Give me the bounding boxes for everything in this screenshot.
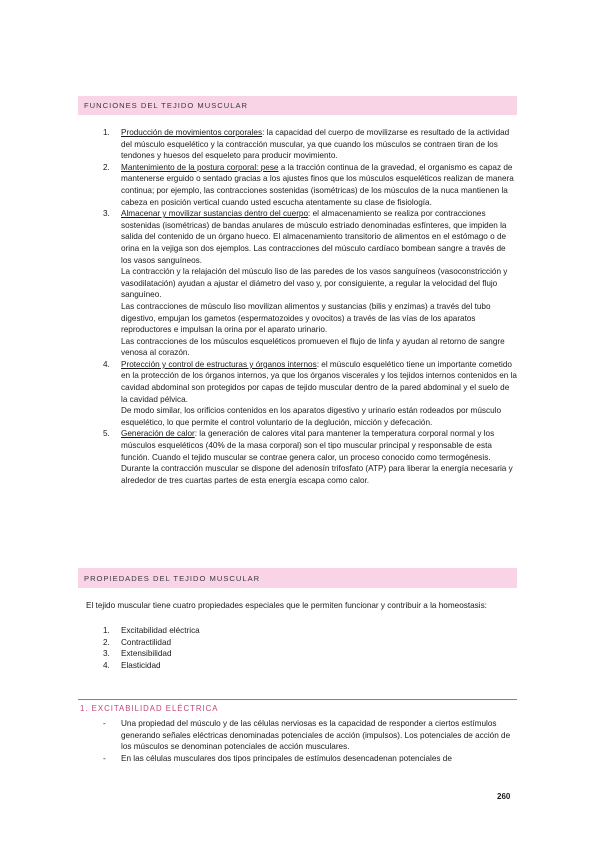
list-item: 4. Protección y control de estructuras y órganos internos: el músculo esquelético tiene un importante cometido en la protección de los órganos internos, ya que los órganos viscerales y los tejidos internos contenidos en la cavidad abdominal son protegidos por capas de tejido muscular dentro de la pared abdominal y el suelo de la cavidad pélvica. De modo similar, los orificios contenidos en los aparatos digestivo y urinario están rodeados por músculo esquelético, lo que permite el control voluntario de la deglución, micción y defecación. [103, 359, 517, 427]
excitabilidad-bullets [103, 718, 517, 764]
item-heading: Producción de movimientos corporales [121, 128, 263, 137]
item-number: 4. [103, 660, 110, 670]
bullet-item [103, 753, 517, 765]
item-number: 5. [103, 429, 110, 439]
bullet-item [103, 718, 517, 753]
item-text: la generación de calores vital para mantener la temperatura corporal normal y los músculos esqueléticos (40% de la masa corporal) son el tipo muscular principal y responsable de esta función. Cuando el tejido muscular se contrae genera calor, un proceso conocido como termogénesis. Durante la contracción muscular se dispone del adenosín trifosfato (ATP) para liberar la energía necesaria y alrededor de tres cuartas partes de esta energía escapa como calor. [121, 429, 513, 485]
item-label: Extensibilidad [121, 649, 172, 659]
list-item [103, 625, 200, 637]
list-item [103, 162, 517, 208]
list-item [103, 648, 200, 660]
bullet-dash: - [103, 719, 106, 728]
list-item: 1. Producción de movimientos corporales: la capacidad del cuerpo de movilizarse es resultado de la actividad del músculo esquelético y la contracción muscular, ya que cuando los músculos se contraen tiran de los tendones y huesos del esqueleto para producir movimiento. [103, 128, 510, 161]
section-divider [78, 699, 517, 700]
list-item [103, 637, 200, 649]
item-label: Excitabilidad eléctrica [121, 626, 200, 635]
item-paragraph: De modo similar, los orificios contenidos en los aparatos digestivo y urinario están rodeados por músculo esquelético, lo que permite el control voluntario de la deglución, micción y defecación. [121, 406, 502, 427]
section-title: FUNCIONES DEL TEJIDO MUSCULAR [84, 101, 249, 110]
bullet-text: Una propiedad del músculo y de las células nerviosas es la capacidad de responder a ciertos estímulos generando señales eléctricas denominadas potenciales de acción (impulsos). Los potenciales de acción de los músculos se denominan potenciales de acción musculares. [121, 719, 511, 752]
item-paragraph: La contracción y la relajación del músculo liso de las paredes de los vasos sanguíneos (vasoconstricción y vasodilatación) ayudan a ajustar el diámetro del vaso y, por consiguiente, a regular la velocidad del flujo sanguíneo. [121, 267, 508, 300]
intro-paragraph: El tejido muscular tiene cuatro propiedades especiales que le permiten funcionar y contribuir a la homeostasis: [86, 601, 487, 610]
item-paragraph: Las contracciones de músculo liso movilizan alimentos y sustancias (bilis y enzimas) a través del tubo digestivo, empujan los gametos (espermatozoides y ovocitos) a través de las vías de los aparatos reproductores e impulsan la orina por el aparato urinario. [121, 301, 491, 335]
item-heading: Generación de calor [121, 429, 195, 439]
section-header-propiedades [78, 568, 517, 588]
funciones-list [103, 127, 517, 486]
item-number: 4. [103, 359, 110, 369]
bullet-text: En las células musculares dos tipos principales de estímulos desencadenan potenciales de [121, 753, 452, 763]
section-header-funciones [78, 96, 517, 115]
list-item [103, 660, 200, 672]
list-item: 5. Generación de calor: la generación de calores vital para mantener la temperatura corporal normal y los músculos esqueléticos (40% de la masa corporal) son el tipo muscular principal y responsable de esta función. Cuando el tejido muscular se contrae genera calor, un proceso conocido como termogénesis. Durante la contracción muscular se dispone del adenosín trifosfato (ATP) para liberar la energía necesaria y alrededor de tres cuartas partes de esta energía escapa como calor. [103, 429, 513, 485]
list-item: 3. Almacenar y movilizar sustancias dentro del cuerpo: el almacenamiento se realiza por contracciones sostenidas (isométricas) de bandas anulares de músculo estriado denominadas esfínteres, que impiden la salida del contenido de un órgano hueco. El almacenamiento transitorio de alimentos en el estómago o de orina en la vejiga son dos ejemplos. Las contracciones del músculo cardíaco bombean sangre a través de los vasos sanguíneos. La contracción y la relajación del músculo liso de las paredes de los vasos sanguíneos (vasoconstricción y vasodilatación) ayudan a ajustar el diámetro del vaso y, por consiguiente, a regular la velocidad del flujo sanguíneo. Las contracciones de músculo liso movilizan alimentos y sustancias (bilis y enzimas) a través del tubo digestivo, empujan los gametos (espermatozoides y ovocitos) a través de las vías de los aparatos reproductores e impulsan la orina por el aparato urinario. Las contracciones de los músculos esqueléticos promueven el flujo de linfa y ayudan al retorno de sangre venosa al corazón. [103, 208, 517, 359]
bullet-dash: - [103, 753, 106, 763]
item-heading: Protección y control de estructuras y órganos internos [121, 359, 317, 369]
item-number: 1. [103, 626, 110, 635]
item-paragraph: Las contracciones de los músculos esqueléticos promueven el flujo de linfa y ayudan al retorno de sangre venosa al corazón. [121, 336, 505, 358]
item-text: la capacidad del cuerpo de movilizarse es resultado de la actividad del músculo esquelético y la contracción muscular, ya que cuando los músculos se contraen tiran de los tendones y huesos del esqueleto para producir movimiento. [121, 128, 510, 161]
section-title: PROPIEDADES DEL TEJIDO MUSCULAR [84, 573, 261, 583]
item-number: 1. [103, 128, 110, 137]
item-label: Elasticidad [121, 660, 161, 670]
item-number: 2. [103, 162, 110, 172]
page-number: 260 [497, 792, 511, 801]
item-number: 3. [103, 649, 110, 659]
item-text: el músculo esquelético tiene un importante cometido en la protección de los órganos internos, ya que los órganos viscerales y los tejidos internos contenidos en la cavidad abdominal son protegidos por capas de tejido muscular dentro de la pared abdominal y el suelo de la cavidad pélvica. [121, 359, 517, 404]
subsection-title: 1. EXCITABILIDAD ELÉCTRICA [80, 704, 219, 713]
item-number: 3. [103, 209, 110, 219]
item-text: el almacenamiento se realiza por contracciones sostenidas (isométricas) de bandas anulares de músculo estriado denominadas esfínteres, que impiden la salida del contenido de un órgano hueco. El almacenamiento transitorio de alimentos en el estómago o de orina en la vejiga son dos ejemplos. Las contracciones del músculo cardíaco bombean sangre a través de los vasos sanguíneos. [121, 209, 507, 265]
item-heading: Mantenimiento de la postura corporal: pese [121, 162, 279, 172]
propiedades-list [103, 625, 200, 671]
item-heading: Almacenar y movilizar sustancias dentro del cuerpo [121, 209, 309, 219]
item-text: a la tracción continua de la gravedad, el organismo es capaz de mantenerse erguido o sentado gracias a los ajustes finos que los músculos esqueléticos realizan de manera continua; por ejemplo, las contracciones sostenidas (isométricas) de los músculos de la nuca mantienen la cabeza en posición vertical cuando usted escucha atentamente su clase de fisiología. [121, 162, 514, 207]
item-number: 2. [103, 637, 110, 647]
item-label: Contractilidad [121, 637, 172, 647]
